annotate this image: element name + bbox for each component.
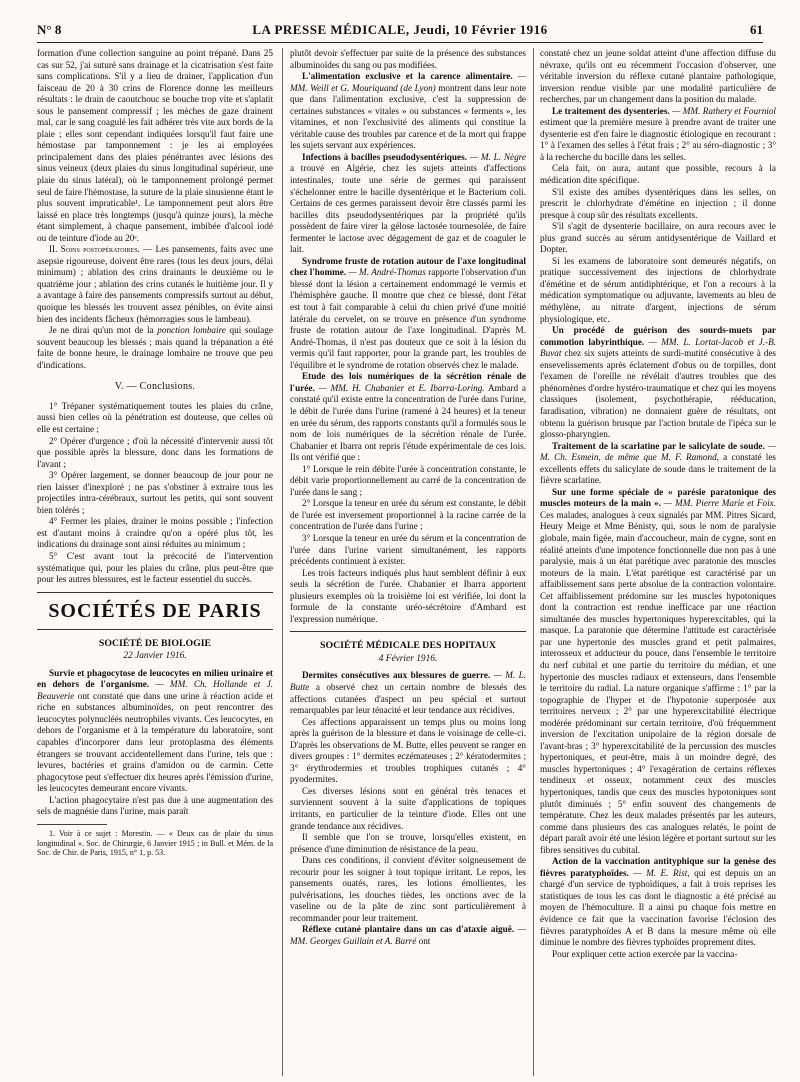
article: [290, 371, 526, 463]
article: [290, 71, 526, 152]
article-title: Un procédé de guérison des sourds-muets par commotion labyrinthique.: [540, 325, 776, 347]
article-authors: — M. André-Thomas: [346, 267, 426, 278]
article: [290, 670, 526, 716]
article-text: a trouvé en Algérie, chez les sujets atteints d'affections intestinales, toute une série de germes qui paraissent s'échelonner entre le bacille dysentérique et le Bacterium coli. Certains de ces germes paraissent devoir être classés parmi les bacilles dits pseudodysentériques par la propriété qu'ils possèdent de faire virer la gélose lactosée tournesolée, de faire fermenter le lactose avec dégagement de gaz et de coaguler le lait.: [290, 163, 526, 255]
article-title: Dermites consécutives aux blessures de guerre.: [302, 670, 491, 681]
article-text: montrent dans leur note que dans l'alimentation exclusive, c'est la suppression de certaines substances « vitales » ou substances « ferments », les vitamines, et non l'exclusivité des aliments qui constitue la véritable cause des troubles par carence et de la mort qui frappe les sujets servant aux expériences.: [290, 82, 526, 151]
paragraph: Dans ces conditions, il convient d'éviter soigneusement de recourir pour les soigner à tout topique irritant. Le repos, les pansements ouatés, rares, les lotions émollientes, les pulvérisations, les douches tièdes, les onctions avec de la vaseline ou de la pâte de zinc sont particulièrement à recommander pour leur traitement.: [290, 855, 526, 923]
emphasis: ponction lombaire: [157, 325, 226, 336]
paragraph: Si les examens de laboratoire sont demeurés négatifs, on pratique successivement des injections de chlorhydrate d'émétine et de sérum antidiphtérique, et l'on a recours à la médication symptomatique ou adjuvante, lavements au bleu de méthylène, au nitrate d'argent, injections de sérum physiologique, etc.: [540, 255, 776, 324]
article-title: Action de la vaccination antityphique sur la genèse des fièvres paratyphoïdes.: [540, 856, 776, 878]
conclusions-heading: V. — Conclusions.: [114, 381, 196, 393]
article-title: L'alimentation exclusive et la carence alimentaire.: [302, 71, 513, 82]
article: [540, 856, 776, 948]
paragraph-text: qui soulage souvent beaucoup les blessés ; mais quand la trépanation a été faite de bonne heure, le drainage lombaire ne trouve que peu d'indications.: [37, 325, 273, 370]
session-date: 4 Février 1916.: [378, 653, 438, 664]
article-text: a constaté les excellents effets du salicylate de soude dans le traitement de la fièvre scarlatine.: [540, 452, 776, 486]
header-rule: [37, 42, 763, 43]
column-1: [37, 48, 273, 1082]
article-text: rapporte l'observation d'un blessé dont la lésion a certainement endommagé le vermis et l'hémisphère gauche. Il montre que chez ce blessé, dont l'état est tout à fait comparable à celui du chien privé d'une moitié latérale du cervelet, on se trouve en présence d'un syndrome fruste de rotation autour de l'axe longitudinal. D'après M. André-Thomas, il n'est pas douteux que ce soit à la lésion du vermis qu'il faut rapporter, pour la grande part, les troubles de l'équilibre et le syndrome de rotation observés chez le malade.: [290, 267, 526, 370]
section-rule: [37, 592, 273, 593]
column-separator: [533, 48, 534, 1076]
article-authors: — MM. Rathery et Fourniol: [669, 105, 776, 116]
conclusion-item: 4° Fermer les plaies, drainer le moins possible ; l'infection est d'autant moins à craindre qu'on a opéré plus tôt, les indications du drainage sont ainsi réduites au minimum ;: [37, 516, 273, 550]
paragraph: constaté chez un jeune soldat atteint d'une affection diffuse du névraxe, qu'ils ont eu récemment l'occasion d'observer, une véritable inversion du réflexe cutané plantaire pathologique, inversion rendue visible par une modalité particulière de recherches, par un changement dans la position du malade.: [540, 48, 776, 105]
article-authors: — MM. H. Chabanier et E. Ibarra-Loring.: [314, 382, 485, 393]
column-2: [290, 48, 526, 1082]
article-text: estiment que la première mesure à prendre avant de traiter une dysenterie est d'en faire le diagnostic étiologique en recourant : 1° à l'examen des selles à l'état frais ; 2° au séro-diagnostic ; 3° à la recherche du bacille dans les selles.: [540, 117, 776, 162]
article-authors: — MM. L. Lortat-Jacob et J.-B. Buvat: [540, 336, 776, 359]
article-text: chez six sujets atteints de surdi-mutité consécutive à des ensevelissements après éclatement d'obus ou de torpilles, dont l'examen de l'oreille ne révélait d'autres troubles que des phénomènes d'ordre hystéro-traumatique et chez qui les moyens classiques (isolement, psychothérapie, rééducation, faradisation, vibration) ne donnaient guère de résultats, ont obtenu la guérison brusque par l'action brutale de l'ipéca sur le glosso-pharyngien.: [540, 348, 776, 440]
paragraph: [37, 244, 273, 325]
article-authors: — M. E. Rist,: [628, 867, 690, 878]
paragraph-text: Je ne dirai qu'un mot de la: [49, 325, 158, 336]
society-name: SOCIÉTÉ DE BIOLOGIE: [98, 637, 212, 649]
list-item: 2° Lorsque la teneur en urée du sérum est constante, le débit de l'urée est inversement proportionnel à la racine carrée de la concentration de l'urée dans l'urine ;: [290, 498, 526, 532]
page-header: [37, 22, 763, 42]
footnote: 1. Voir à ce sujet : Morestin. — « Deux cas de plaie du sinus longitudinal ». Soc. de Chirurgie, 6 Janvier 1915 ; in Bull. et Mém. de la Soc. de Chir. de Paris, 1915, n° 1, p. 53.: [37, 828, 273, 858]
paragraph: L'action phagocytaire n'est pas due à une augmentation des sels de magnésie dans l'urine, mais paraît: [37, 794, 273, 817]
article: [540, 487, 776, 857]
section-rule: [37, 629, 273, 630]
article: [290, 152, 526, 256]
article-authors: — M. Ch. Esmein, de même que M. F. Ramond,: [540, 440, 776, 463]
conclusion-item: 2° Opérer d'urgence ; d'où la nécessité d'intervenir aussi tôt que possible après la blessure, donc dans les formations de l'avant ;: [37, 435, 273, 469]
column-3: [540, 48, 776, 1082]
article-authors: — MM. Weill et G. Mouriquand (de Lyon): [290, 71, 526, 93]
article: [540, 441, 776, 487]
paragraph: Il semble que l'on se trouve, lorsqu'elles existent, en présence d'une diminution de résistance de la peau.: [290, 832, 526, 854]
article: [290, 924, 526, 947]
article: [290, 256, 526, 371]
paragraph: Pour expliquer cette action exercée par la vaccina-: [552, 948, 738, 959]
article-title: Sur une forme spéciale de « parésie paratonique des muscles moteurs de la main ».: [540, 486, 776, 509]
article-authors: — M. L. Butte: [290, 670, 526, 692]
paragraph: formation d'une collection sanguine au point trépané. Dans 25 cas sur 52, j'ai suturé sans drainage et la cicatrisation s'est faite sans complications. S'il y a lieu de drainer, l'application d'un faisceau de 20 à 30 crins de Florence donne les meilleurs résultats : le drain de caoutchouc se bouche trop vite et s'aplatit sous le pansement compressif ; les mèches de gaze drainent mal, car le sang coagulé les fait adhérer très vite aux bords de la plaie ; elles sont cependant indiquées lorsqu'il faut faire une hémostase par tamponnement : je les ai employées principalement dans des plaies pénétrantes avec lésions des sinus veineux (deux plaies du sinus longitudinal supérieur, une plaie du sinus latéral), où le tamponnement prolongé permet seul de faire l'hémostase, la suture de la plaie sinusienne étant le plus souvent impraticable¹. Le tamponnement peut alors être laissé en place très longtemps (jusqu'à quinze jours), la mèche étant simplement, à chaque pansement, imbibée d'alcool iodé ou de teinture d'iode au 20ᵉ.: [37, 48, 273, 243]
article: [37, 668, 273, 795]
conclusion-item: 5° C'est avant tout la précocité de l'intervention systématique qui, pour les plaies du crâne, plus peut-être que pour les autres blessures, est le facteur essentiel du succès.: [37, 550, 273, 585]
list-item: 1° Lorsque le rein débite l'urée à concentration constante, le débit varie proportionnellement au carré de la concentration de l'urée dans le sang ;: [290, 463, 526, 497]
column-separator: [282, 48, 283, 1076]
paragraph: Ces diverses lésions sont en général très tenaces et surviennent souvent à la suite d'applications de topiques irritants, en particulier de la teinture d'iode. Elles ont une grande tendance aux récidives.: [290, 785, 526, 831]
article: [540, 325, 776, 440]
issue-number: N° 8: [37, 22, 62, 37]
paragraph: Cela fait, on aura, autant que possible, recours à la médication dite spécifique.: [540, 163, 776, 186]
list-item: 3° Lorsque la teneur en urée du sérum et la concentration de l'urée dans l'urine varient simultanément, les rapports précédents continuent à exister.: [290, 532, 526, 567]
article-text: ont constaté que dans une urine à réaction acide et riche en substances albuminoïdes, on peut rencontrer des leucocytes polynucléés neutrophiles vivants. Ces leucocytes, en dehors de l'organisme et à la température du laboratoire, sont capables d'incorporer dans leur protoplasma des éléments étrangers se trouvant accidentellement dans l'urine, tels que : levures, bactéries et grains d'amidon ou de carmin. Cette phagocytose peut s'effectuer dix heures après l'émission d'urine, les leucocytes demeurant encore vivants.: [37, 690, 273, 794]
article-title: Traitement de la scarlatine par le salicylate de soude.: [552, 440, 765, 451]
paragraph: S'il s'agit de dysenterie bacillaire, on aura recours avec le plus grand succès au sérum antidysentérique de Vaillard et Dopter.: [540, 221, 776, 255]
paragraph: S'il existe des amibes dysentériques dans les selles, on prescrit le chlorhydrate d'émétine en injection ; il donne presque à coup sûr des résultats excellents.: [540, 186, 776, 220]
article-authors: — MM. Georges Guillain et A. Barré: [290, 924, 526, 947]
article-title: Le traitement des dysenteries.: [552, 105, 670, 116]
article-text: Ambard a constaté qu'il existe entre la concentration de l'urée dans l'urine, le débit de l'urée dans l'urine (ramené à 24 heures) et la teneur en urée du sérum, des rapports constants qu'il a formulés sous le nom de lois numériques de la sécrétion rénale de l'urée. Chabanier et Ibarra ont repris l'étude expérimentale de ces lois. Ils ont vérifié que :: [290, 382, 526, 463]
article-text: qui est depuis un an chargé d'un service de typhoïdiques, a fait à trois reprises les statistiques de tous les cas dont le diagnostic a été précisé au moyen de l'hémoculture. Il a ainsi pu chaque fois mettre en évidence ce fait que la vaccination favorise l'éclosion des fièvres paratyphoïdes A et B dans la mesure même où elle diminue le nombre des fièvres typhoïdes proprement dites.: [540, 867, 776, 948]
article-text: a observé chez un certain nombre de blessés des affections cutanées d'aspect un peu spécial et surtout remarquables par leur ténacité et leur tendance aux récidives.: [290, 681, 526, 716]
section-rule: [290, 631, 526, 632]
article-title: Syndrome fruste de rotation autour de l'axe longitudinal chez l'homme.: [290, 255, 526, 278]
conclusion-item: 3° Opérer largement, se donner beaucoup de jour pour ne rien laisser d'inexploré ; ne pas s'obstiner à extraire tous les projectiles intra-cérébraux, surtout les petits, qui sont souvent bien tolérés ;: [37, 470, 273, 515]
paragraph-text: — Les pansements, faits avec une asepsie rigoureuse, doivent être rares (tous les deux jours, délai minimum) ; ablation des crins drainants le deuxième ou le quatrième jour ; ablation des crins cutanés le huitième jour. Il y a avantage à faire des pansements compressifs surtout au début, quoique les blessés les trouvent assez pénibles, on évite ainsi bien des incidents fâcheux (hémorragies sous le lambeau).: [37, 244, 273, 324]
article-authors: — MM. Pierre Marie et Foix.: [660, 498, 776, 509]
article: [540, 106, 776, 164]
paragraph: [37, 325, 273, 371]
masthead-title: LA PRESSE MÉDICALE, Jeudi, 10 Février 1916: [252, 22, 548, 37]
article-text: ont: [416, 936, 431, 947]
article-authors: — MM. Ch. Hollande et J. Beauverie: [37, 679, 273, 701]
paragraph: plutôt devoir s'effectuer par suite de la présence des substances albuminoïdes du sang ou pas modifiées.: [290, 48, 526, 70]
article-authors: — M. L. Nègre: [466, 151, 526, 162]
footnote-rule: [37, 824, 107, 825]
session-date: 22 Janvier 1916.: [123, 651, 187, 662]
article-title: Infections à bacilles pseudodysentériques.: [302, 151, 467, 162]
paragraph: Les trois facteurs indiqués plus haut semblent définir à eux seuls la sécrétion de l'urée. Chabanier et Ibarra apportent plusieurs exemples où la troisième loi est vérifiée, loi dont la formule de la constante uréo-sécrétoire d'Ambard est l'expression numérique.: [290, 567, 526, 624]
article-title: Réflexe cutané plantaire dans un cas d'ataxie aiguë.: [302, 924, 515, 935]
page-number: 61: [750, 22, 763, 37]
section-heading: II. Soins postopératoires.: [49, 244, 140, 255]
society-name: SOCIÉTÉ MÉDICALE DES HOPITAUX: [320, 640, 496, 652]
societies-heading: SOCIÉTÉS DE PARIS: [48, 599, 262, 622]
article-title: Etude des lois numériques de la sécrétion rénale de l'urée.: [290, 371, 526, 393]
paragraph: Ces affections apparaissent un temps plus ou moins long après la guérison de la blessure et dans le voisinage de celle-ci. D'après les observations de M. Butte, elles peuvent se ranger en divers groupes : 1° dermites eczémateuses ; 2° kératodermites ; 3° érythrodermies et troubles trophiques cutanés ; 4° pyodermites.: [290, 716, 526, 785]
conclusion-item: 1° Trépaner systématiquement toutes les plaies du crâne, aussi bien celles où la pénétration est douteuse, que celles où elle est certaine ;: [37, 400, 273, 434]
article-text: Ces malades, analogues à ceux signalés par MM. Pitres Sicard, Heury Meige et Mme Bénisty, qui, sous le nom de paralysie globale, main figée, main d'accoucheur, main de cygne, sont en réalité atteints d'une impotence fonctionnelle due non pas à une paralysie, mais à un état parétique avec paratonie des muscles moteurs de la main. L'état parétique est caractérisé par un affaiblissement sans perte absolue de la contraction volontaire. Cet affaiblissement prédomine sur les muscles hypotoniques dont la contraction est rendue inefficace par une réaction simultanée des muscles hypertoniques hyperexcitables, qui la masque. La paratonie que détermine l'attitude est caractérisée par une hypertonie des muscles grand et petit palmaires, interosseux et adducteur du pouce, dans l'ensemble le territoire du nerf cubital et une partie du territoire du médian, et une hypertonie des muscles radiaux et extenseurs, dans l'ensemble le territoire du radial. La nature organique s'affirme : 1° par la topographie de l'hyper et de l'hypotonie superposée aux territoires nerveux ; 2° par une hyperexcitabilité électrique modérée prédominant sur certain territoire, d'où fréquemment inversion de l'excitation unipolaire de la région dorsale de l'avant-bras ; 3° hyperexcitabilité de la percussion des muscles hypertoniques, et peut-être, mais à un moindre degré, des muscles hypertoniques ; 4° l'exagération de certains réflexes tendineux et osseux, notamment ceux des muscles hypertoniques, tandis que ceux des muscles hypotoniques sont plutôt diminués ; 5° enfin souvent des changements de température. Chez les deux malades présentés par les auteurs, comme dans plusieurs des cas analogues relatés, le point de départ paraît avoir été une lésion légère et portant surtout sur les fibres sensitives du cubital.: [540, 509, 776, 855]
article-title: Survie et phagocytose de leucocytes en milieu urinaire et en dehors de l'organisme.: [37, 667, 273, 690]
